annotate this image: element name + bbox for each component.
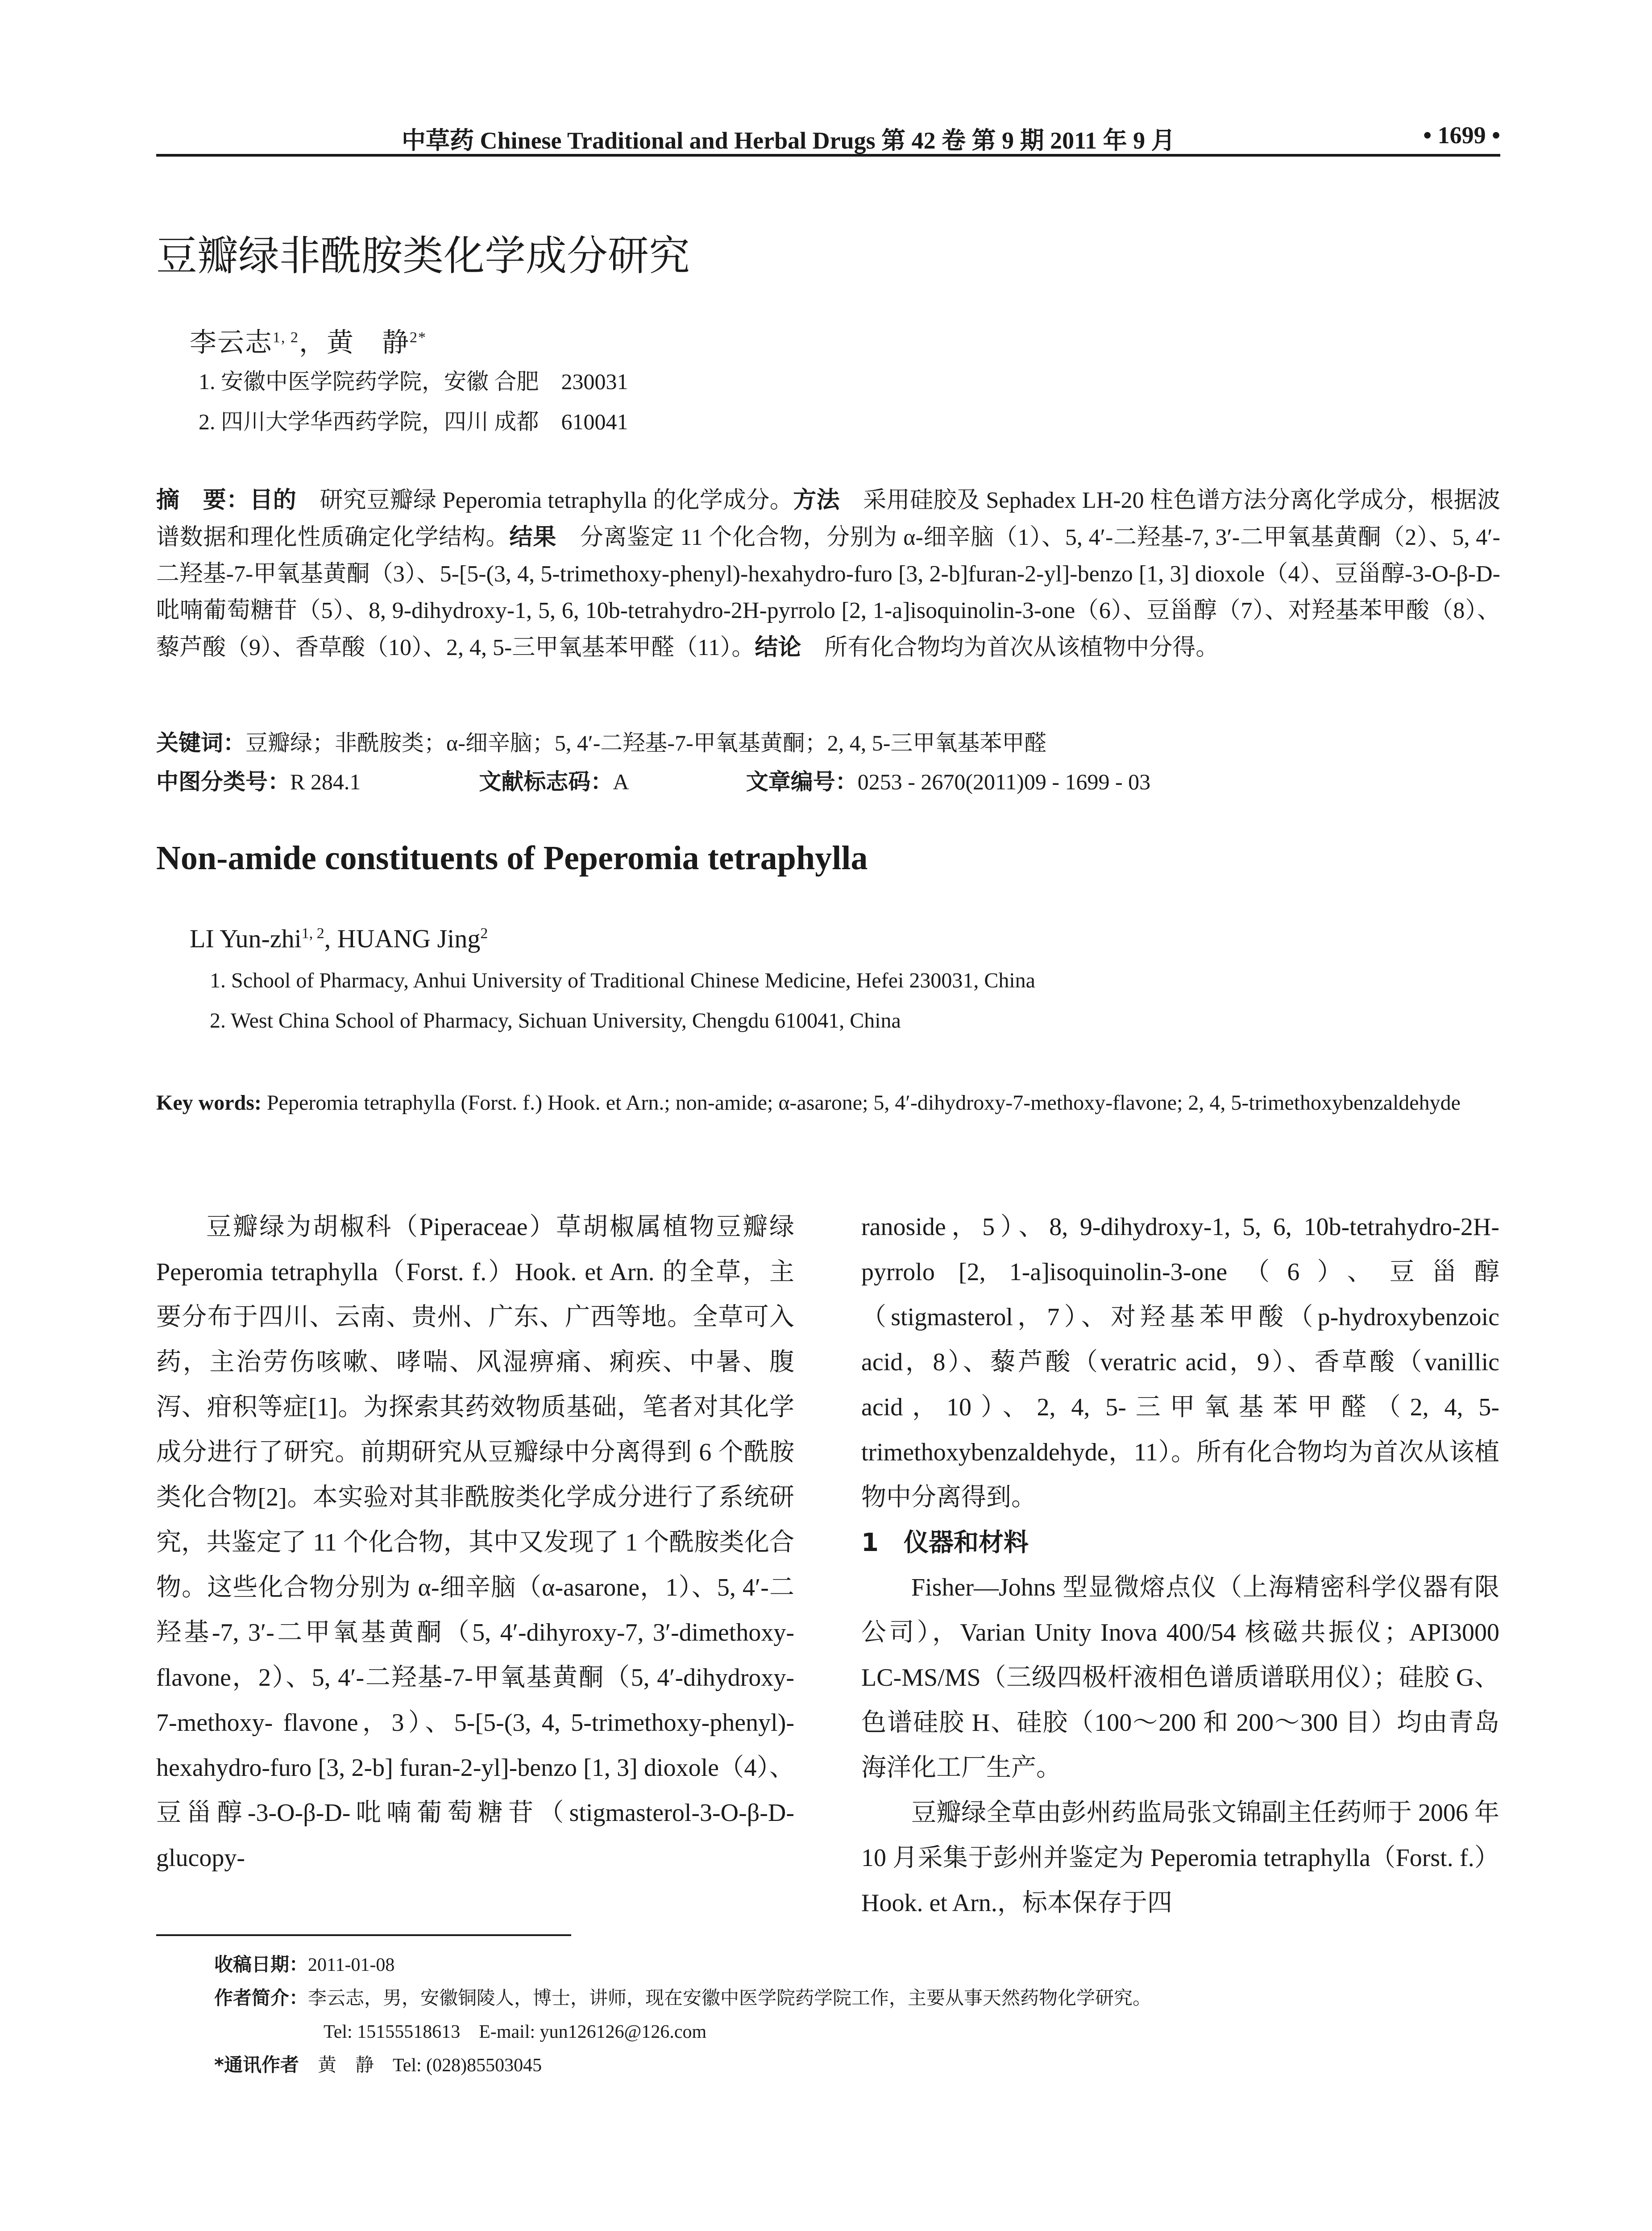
received-label: 收稿日期： [214, 1953, 308, 1975]
clc-value: R 284.1 [290, 769, 361, 794]
result-text: 分离鉴定 11 个化合物，分别为 α-细辛脑（1）、5, 4′-二羟基-7, 3′-二甲氧基黄酮（2）、5, 4′-二羟基-7-甲氧基黄酮（3）、5-[5-(3, 4, 5-trimethoxy-phenyl)-hexahydro-furo [3, 2-b]furan-2-yl]-benzo [1, 3] dioxole（4）、豆甾醇-3-O-β-D-吡喃葡萄糖苷（5）、8, 9-dihydroxy-1, 5, 6, 10b-tetrahydro-2H-pyrrolo [2, 1-a]isoquinolin-3-one（6）、豆甾醇（7）、对羟基苯甲酸（8）、藜芦酸（9）、香草酸（10）、2, 4, 5-三甲氧基苯甲醛（11）。 [156, 525, 1500, 660]
author-en-1: LI Yun-zhi [190, 924, 302, 953]
doc-label: 文献标志码： [479, 769, 613, 795]
title-english: Non-amide constituents of Peperomia tetraphylla [156, 839, 868, 877]
abstract-chinese [156, 482, 1500, 666]
author-bio: 李云志，男，安徽铜陵人，博士，讲师，现在安徽中医学院药学院工作，主要从事天然药物化学研究。 [308, 1988, 1152, 2009]
body-paragraph: 豆瓣绿为胡椒科（Piperaceae）草胡椒属植物豆瓣绿 Peperomia tetraphylla（Forst. f.）Hook. et Arn. 的全草，主要分布于四川、云南、贵州、广东、广西等地。全草可入药，主治劳伤咳嗽、哮喘、风湿痹痛、痢疾、中暑、腹泻、疳积等症[1]。为探索其药效物质基础，笔者对其化学成分进行了研究。前期研究从豆瓣绿中分离得到 6 个酰胺类化合物[2]。本实验对其非酰胺类化学成分进行了系统研究，共鉴定了 11 个化合物，其中又发现了 1 个酰胺类化合物。这些化合物分别为 α-细辛脑（α-asarone，1）、5, 4′-二羟基-7, 3′-二甲氧基黄酮（5, 4′-dihyroxy-7, 3′-dimethoxy-flavone，2）、5, 4′-二羟基-7-甲氧基黄酮（5, 4′-dihydroxy-7-methoxy- flavone，3）、5-[5-(3, 4, 5-trimethoxy-phenyl)-hexahydro-furo [3, 2-b] furan-2-yl]-benzo [1, 3] dioxole（4）、豆甾醇-3-O-β-D-吡喃葡萄糖苷（stigmasterol-3-O-β-D-glucopy- [156, 1213, 794, 1872]
abstract-label: 摘 要： [156, 487, 250, 514]
article-value: 0253 - 2670(2011)09 - 1699 - 03 [857, 769, 1151, 794]
journal-info: 中草药 Chinese Traditional and Herbal Drugs 第 42 卷 第 9 期 2011 年 9 月 [402, 127, 1175, 154]
corr-text: 黄 静 Tel: (028)85503045 [299, 2055, 542, 2076]
author-en-2-sup: 2 [480, 925, 488, 942]
author-bio-label: 作者简介： [214, 1987, 308, 2009]
keywords-en-label: Key words: [156, 1091, 267, 1115]
purpose-text: 研究豆瓣绿 Peperomia tetraphylla 的化学成分。 [296, 488, 793, 513]
keywords-en-text: Peperomia tetraphylla (Forst. f.) Hook. et Arn.; non-amide; α-asarone; 5, 4′-dihydroxy-7-methoxy-flavone; 2, 4, 5-trimethoxybenzaldehyde [266, 1091, 1461, 1115]
keywords-english [156, 1084, 1500, 1122]
result-label: 结果 [509, 524, 556, 551]
running-header [156, 117, 1500, 153]
footnote-correspondence [214, 2050, 542, 2077]
author-2-sup: 2* [410, 329, 427, 346]
author-en-1-sup: 1, 2 [301, 925, 324, 942]
method-label: 方法 [793, 487, 840, 514]
affiliation-cn-2: 2. 四川大学华西药学院，四川 成都 610041 [199, 409, 628, 434]
affiliation-cn-1: 1. 安徽中医学院药学院，安徽 合肥 230031 [199, 369, 628, 394]
author-1-sup: 1, 2 [273, 329, 299, 346]
author-en-2: HUANG Jing [337, 924, 481, 953]
header-rule [156, 154, 1500, 157]
author-en-sep: , [324, 924, 337, 953]
footnote-contact: Tel: 15155518613 E-mail: yun126126@126.com [324, 2022, 707, 2042]
body-column-left [156, 1205, 794, 1881]
conclusion-text: 所有化合物均为首次从该植物中分得。 [801, 635, 1219, 660]
keywords-chinese [156, 725, 1046, 757]
footnote-rule [156, 1934, 571, 1936]
footnote-author [214, 1983, 1151, 2010]
keywords-text: 豆瓣绿；非酰胺类；α-细辛脑；5, 4′-二羟基-7-甲氧基黄酮；2, 4, 5-三甲氧基苯甲醛 [245, 730, 1047, 755]
title-chinese: 豆瓣绿非酰胺类化学成分研究 [156, 232, 690, 280]
conclusion-label: 结论 [755, 634, 801, 661]
method-text: 采用硅胶及 Sephadex LH-20 柱色谱方法分离化学成分，根据波谱数据和理化性质确定化学结构。 [156, 488, 1500, 550]
body-paragraph-materials: 豆瓣绿全草由彭州药监局张文锦副主任药师于 2006 年 10 月采集于彭州并鉴定为 Peperomia tetraphylla（Forst. f.）Hook. et Arn.，标本保存于四 [861, 1799, 1500, 1917]
body-column-right [861, 1205, 1499, 1926]
clc-label: 中图分类号： [156, 769, 290, 795]
classification-line [156, 764, 1150, 796]
body-paragraph-continued: ranoside，5）、8, 9-dihydroxy-1, 5, 6, 10b-tetrahydro-2H-pyrrolo [2, 1-a]isoquinolin-3-one（6）、豆甾醇（stigmasterol，7）、对羟基苯甲酸（p-hydroxybenzoic acid，8）、藜芦酸（veratric acid，9）、香草酸（vanillic acid，10）、2, 4, 5-三甲氧基苯甲醛（2, 4, 5-trimethoxybenzaldehyde，11）。所有化合物均为首次从该植物中分离得到。 [861, 1213, 1499, 1511]
authors-english [190, 924, 488, 954]
article-label: 文章编号： [746, 769, 858, 795]
doc-value: A [613, 769, 628, 794]
page-number: • 1699 • [1423, 122, 1500, 149]
affiliation-en-1: 1. School of Pharmacy, Anhui University of Traditional Chinese Medicine, Hefei 230031, China [210, 969, 1035, 992]
footnote-received [214, 1950, 394, 1977]
authors-chinese [190, 321, 427, 360]
affiliation-en-2: 2. West China School of Pharmacy, Sichuan University, Chengdu 610041, China [210, 1009, 901, 1033]
body-paragraph-instruments: Fisher—Johns 型显微熔点仪（上海精密科学仪器有限公司），Varian Unity Inova 400/54 核磁共振仪；API3000 LC-MS/MS（三级四极杆液相色谱质谱联用仪）；硅胶 G、色谱硅胶 H、硅胶（100～200 和 200～300 目）均由青岛海洋化工厂生产。 [861, 1574, 1499, 1782]
received-date: 2011-01-08 [308, 1955, 395, 1975]
corr-label: *通讯作者 [214, 2054, 299, 2076]
purpose-label: 目的 [249, 487, 297, 514]
section-heading: 1 仪器和材料 [861, 1528, 1029, 1557]
keywords-label: 关键词： [156, 730, 245, 756]
author-1: 李云志 [190, 328, 273, 357]
author-2: 黄 静 [327, 328, 410, 357]
author-sep: ， [299, 328, 327, 357]
